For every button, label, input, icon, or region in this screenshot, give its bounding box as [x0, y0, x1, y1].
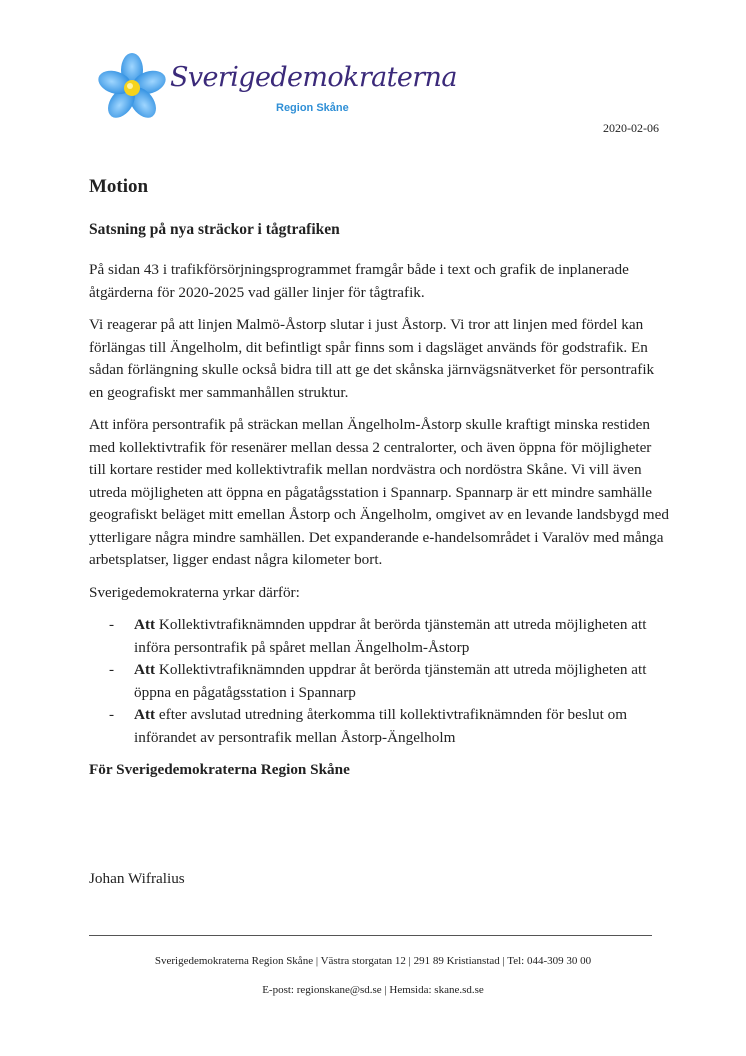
list-dash: - — [109, 616, 115, 633]
paragraph: Sverigedemokraterna yrkar därför: — [89, 583, 300, 601]
logo-wordmark: Sverigedemokraterna — [170, 62, 457, 93]
footer-divider — [89, 935, 652, 936]
demand-item — [89, 659, 669, 704]
document-date: 2020-02-06 — [603, 121, 659, 135]
demand-text: Kollektivtrafiknämnden uppdrar åt berörda tjänstemän att utreda möjligheten att öppna en pågatågsstation i Spannarp — [134, 661, 647, 701]
demand-lead: Att — [134, 616, 156, 633]
list-dash: - — [109, 661, 115, 678]
document-body — [89, 259, 669, 792]
logo-subtitle: Region Skåne — [276, 102, 349, 114]
party-logo — [98, 52, 457, 122]
demand-lead: Att — [134, 661, 156, 678]
paragraph: På sidan 43 i trafikförsörjningsprogrammet framgår både i text och grafik de inplanerade åtgärderna för 2020-2025 vad gäller linjer för tågtrafik. — [89, 261, 629, 301]
demand-lead: Att — [134, 706, 156, 723]
demand-text: efter avslutad utredning återkomma till kollektivtrafiknämnden för beslut om införandet av persontrafik mellan Åstorp-Ängelholm — [134, 706, 628, 746]
demand-item — [89, 614, 669, 659]
signer-name: Johan Wifralius — [89, 870, 185, 887]
demand-text: Kollektivtrafiknämnden uppdrar åt berörda tjänstemän att utreda möjligheten att införa persontrafik på spåret mellan Ängelholm-Åstorp — [134, 616, 647, 656]
document-title: Motion — [89, 176, 149, 197]
footer-address: Sverigedemokraterna Region Skåne | Västra storgatan 12 | 291 89 Kristianstad | Tel: 044-309 30 00 — [154, 955, 592, 967]
signoff: För Sverigedemokraterna Region Skåne — [89, 761, 350, 778]
paragraph: Vi reagerar på att linjen Malmö-Åstorp slutar i just Åstorp. Vi tror att linjen med fördel kan förlängas till Ängelholm, dit befintligt spår finns som i dagsläget används för godstrafik. En sådan förlängning skulle också bidra till att ge det skånska järnvägsnätverket för persontrafik en geografiskt mer sammanhållen struktur. — [89, 316, 655, 401]
list-dash: - — [109, 706, 115, 723]
flower-icon — [98, 52, 170, 122]
document-subtitle: Satsning på nya sträckor i tågtrafiken — [89, 221, 340, 238]
paragraph: Att införa persontrafik på sträckan mellan Ängelholm-Åstorp skulle kraftigt minska restiden med kollektivtrafik för resenärer mellan dessa 2 centralorter, och även öppna för möjligheter till kortare restider med kollektivtrafik mellan nordvästra och nordöstra Skåne. Vi vill även utreda möjligheten att öppna en pågatågsstation i Spannarp. Spannarp är ett mindre samhälle geografiskt beläget mitt emellan Åstorp och Ängelholm, omgivet av en levande landsbygd med ytterligare några mindre samhällen. Det expanderande e-handelsområdet i Varalöv med många arbetsplatser, ligger endast några kilometer bort. — [89, 416, 669, 568]
footer-contact: E-post: regionskane@sd.se | Hemsida: skane.sd.se — [262, 984, 484, 996]
demand-item — [89, 704, 669, 749]
demands-list — [89, 614, 669, 749]
